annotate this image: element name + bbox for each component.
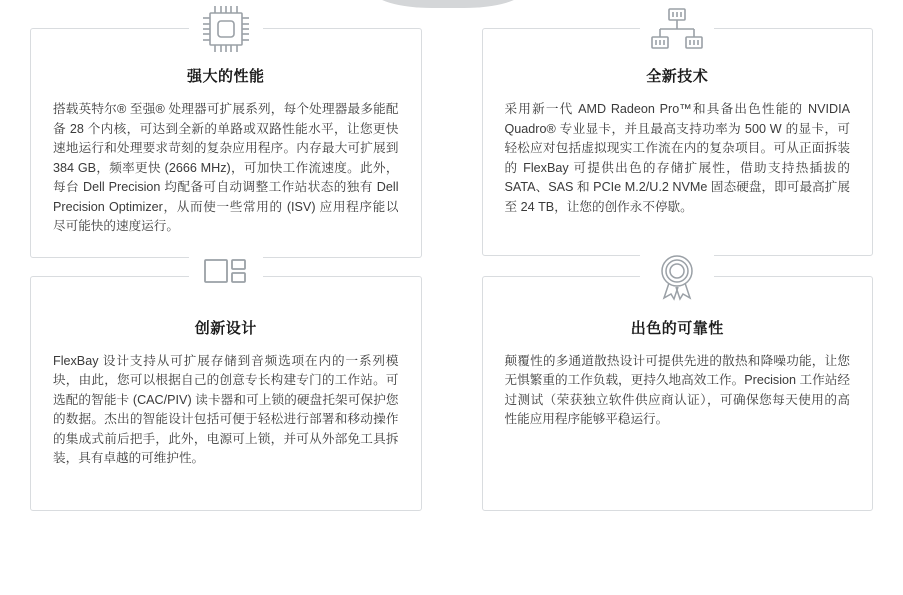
feature-card-grid (0, 28, 903, 529)
feature-card (30, 276, 422, 511)
card-body: 采用新一代 AMD Radeon Pro™和具备出色性能的 NVIDIA Quadro® 专业显卡，并且最高支持功率为 500 W 的显卡，可轻松应对包括虚拟现实工作流在内的复杂项目。可从正面拆装的 FlexBay 可提供出色的存储扩展性，借助支持热插拔的 SATA、SAS 和 PCIe M.2/U.2 NVMe 固态硬盘，即可最高扩展至 24 TB，让您的创作永不停歇。 (504, 102, 850, 214)
feature-cell-reliability (452, 276, 903, 529)
feature-card (482, 28, 874, 256)
product-image-edge (372, 0, 524, 8)
card-body: 搭载英特尔® 至强® 处理器可扩展系列，每个处理器最多能配备 28 个内核，可达到全新的单路或双路性能水平，让您更快速地运行和处理要求苛刻的复杂应用程序。内存最大可扩展到 384 GB，频率更快 (2666 MHz)，可加快工作流速度。此外，每台 Dell Precision 均配备可自动调整工作站状态的独有 Dell Precision Optimizer，从而使一些常用的 (ISV) 应用程序能以尽可能快的速度运行。 (53, 102, 399, 233)
card-title: 创新设计 (194, 319, 257, 337)
top-image-remnant (0, 0, 903, 10)
feature-cell-performance (0, 28, 452, 276)
card-body: FlexBay 设计支持从可扩展存储到音频选项在内的一系列模块，由此，您可以根据自己的创意专长构建专门的工作站。可选配的智能卡 (CAC/PIV) 读卡器和可上锁的硬盘托架可保护您的数据。杰出的智能设计包括可便于轻松进行部署和移动操作的集成式前后把手，此外，电源可上锁，并可从外部免工具拆装，具有卓越的可维护性。 (53, 353, 399, 465)
feature-card (482, 276, 874, 511)
card-title: 全新技术 (646, 68, 709, 85)
feature-cell-design (0, 276, 452, 529)
card-body: 颠覆性的多通道散热设计可提供先进的散热和降噪功能，让您无惧繁重的工作负载，更持久地高效工作。Precision 工作站经过测试（荣获独立软件供应商认证），可确保您每天使用的高性能应用程序能够平稳运行。 (504, 353, 850, 426)
card-title: 出色的可靠性 (630, 319, 724, 337)
card-title: 强大的性能 (186, 68, 265, 85)
feature-cell-technology (452, 28, 903, 276)
feature-card (30, 28, 422, 258)
